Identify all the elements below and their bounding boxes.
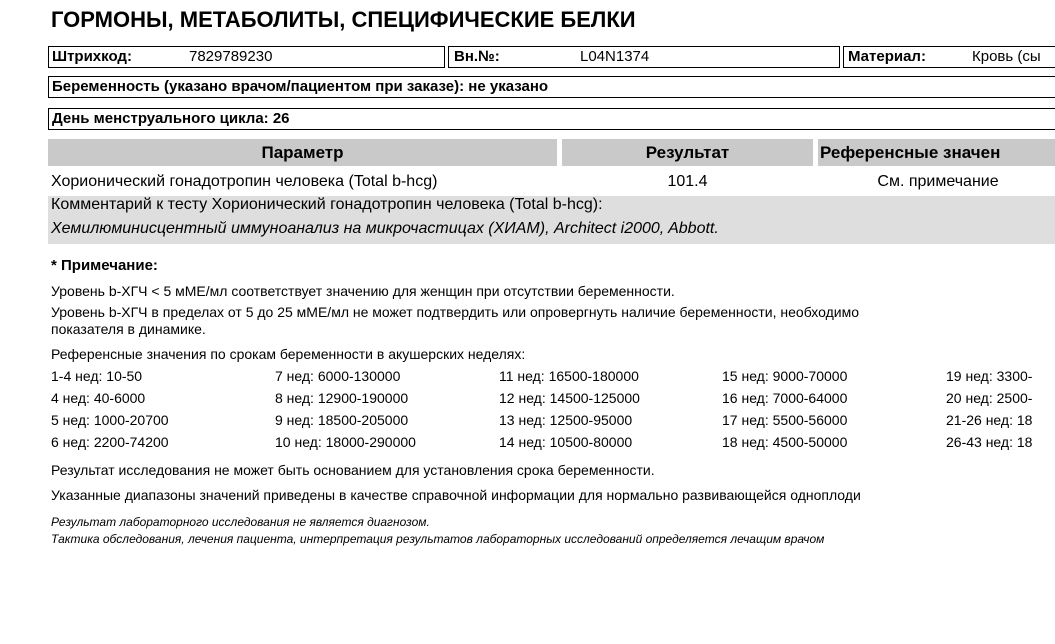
footer-line-1: Результат лабораторного исследования не является диагнозом. [51,515,430,529]
ref-cell: 6 нед: 2200-74200 [51,434,169,450]
material-value: Кровь (сы [972,48,1041,65]
column-header-result: Результат [562,139,813,166]
ref-cell: 8 нед: 12900-190000 [275,390,409,406]
row-result: 101.4 [667,173,708,190]
row-reference: См. примечание [877,173,999,190]
ref-cell: 1-4 нед: 10-50 [51,368,143,384]
column-header-parameter: Параметр [48,139,557,166]
ref-cell: 21-26 нед: 18 [946,412,1033,428]
ref-cell: 17 нед: 5500-56000 [722,412,848,428]
ref-cell: 9 нед: 18500-205000 [275,412,409,428]
ref-cell: 20 нед: 2500- [946,390,1033,406]
ref-cell: 11 нед: 16500-180000 [499,368,639,384]
note-line-3: Референсные значения по срокам беременности в акушерских неделях: [51,346,526,362]
ref-cell: 5 нед: 1000-20700 [51,412,169,428]
note-title: * Примечание: [51,257,158,274]
column-header-reference: Референсные значен [818,139,1055,166]
note-line-2a: Уровень b-ХГЧ в пределах от 5 до 25 мМЕ/мл не может подтвердить или опровергнуть наличие беременности, необходимо [51,304,859,320]
material-box [843,46,1055,68]
ref-cell: 7 нед: 6000-130000 [275,368,401,384]
pregnancy-line: Беременность (указано врачом/пациентом при заказе): не указано [48,76,1055,98]
test-comment [48,196,1055,244]
barcode-box [48,46,445,68]
inner-number-value: L04N1374 [580,48,650,65]
ref-cell: 12 нед: 14500-125000 [499,390,640,406]
ref-cell: 18 нед: 4500-50000 [722,434,848,450]
note-line-2b: показателя в динамике. [51,321,206,337]
ref-cell: 13 нед: 12500-95000 [499,412,633,428]
ref-cell: 19 нед: 3300- [946,368,1033,384]
ref-cell: 4 нед: 40-6000 [51,390,146,406]
note-line-4: Результат исследования не может быть основанием для установления срока беременности. [51,462,655,478]
footer-line-2: Тактика обследования, лечения пациента, интерпретация результатов лабораторных исследований определяется лечащим врачом [51,532,825,546]
note-line-1: Уровень b-ХГЧ < 5 мМЕ/мл соответствует значению для женщин при отсутствии беременности. [51,283,675,299]
ref-cell: 10 нед: 18000-290000 [275,434,416,450]
row-parameter: Хорионический гонадотропин человека (Total b-hcg) [51,173,438,190]
ref-cell: 26-43 нед: 18 [946,434,1033,450]
ref-cell: 16 нед: 7000-64000 [722,390,848,406]
barcode-value: 7829789230 [189,48,273,65]
ref-cell: 14 нед: 10500-80000 [499,434,633,450]
barcode-label: Штрихкод: [52,48,132,65]
note-line-5: Указанные диапазоны значений приведены в качестве справочной информации для нормально развивающейся одноплоди [51,487,861,503]
inner-number-label: Вн.№: [454,48,500,65]
comment-line-1: Комментарий к тесту Хорионический гонадотропин человека (Total b-hcg): [51,196,603,213]
material-label: Материал: [848,48,926,65]
ref-cell: 15 нед: 9000-70000 [722,368,848,384]
comment-line-2: Хемилюминисцентный иммуноанализ на микрочастицах (ХИАМ), Architect i2000, Abbott. [51,220,719,237]
page-title: ГОРМОНЫ, МЕТАБОЛИТЫ, СПЕЦИФИЧЕСКИЕ БЕЛКИ [51,7,636,32]
inner-number-box [448,46,840,68]
cycle-day-line: День менструального цикла: 26 [48,108,1055,130]
